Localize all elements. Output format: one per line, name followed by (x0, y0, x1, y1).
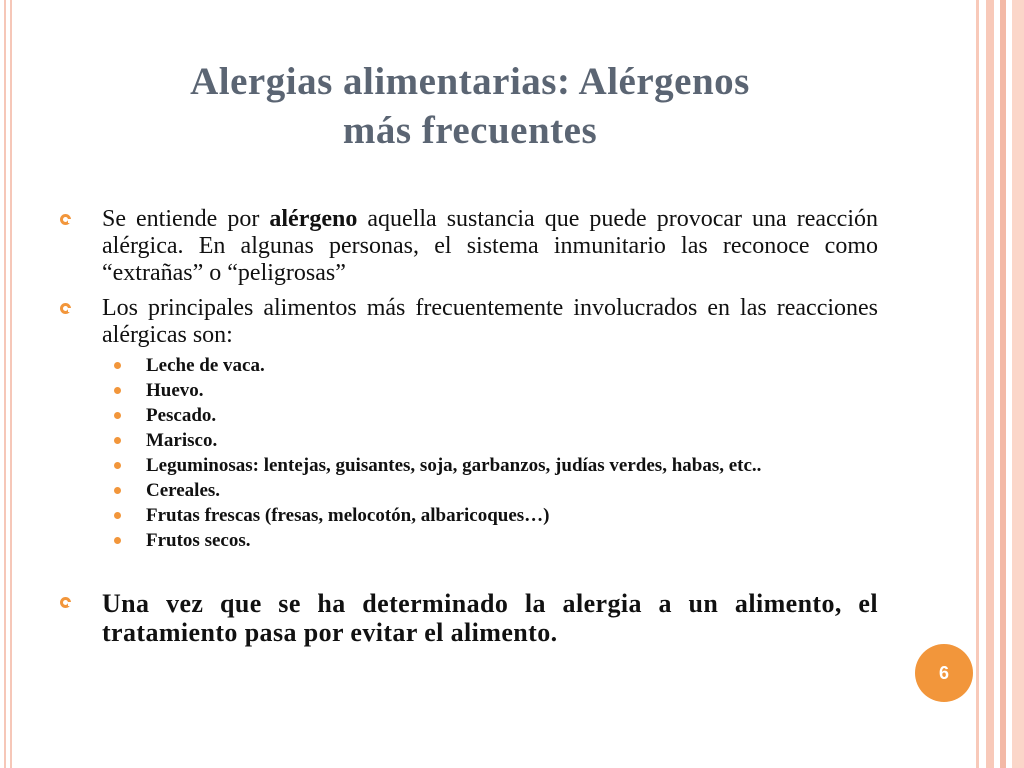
list-item-foods (60, 295, 878, 551)
bullet-ring-icon (60, 597, 71, 608)
food-item: Marisco. (102, 430, 878, 451)
bullet-dot-icon (114, 437, 121, 444)
food-item: Frutos secos. (102, 530, 878, 551)
bullet-dot-icon (114, 537, 121, 544)
frame-stripe (976, 0, 979, 768)
right-frame-stripes (976, 0, 1024, 768)
food-item: Leche de vaca. (102, 355, 878, 376)
food-item: Pescado. (102, 405, 878, 426)
term-allergen: alérgeno (269, 206, 358, 232)
definition-paragraph: Se entiende por alérgeno aquella sustancia que puede provocar una reacción alérgica. En algunas personas, el sistema inmunitario las reconoce como “extrañas” o “peligrosas” (102, 206, 878, 286)
foods-intro: Los principales alimentos más frecuentemente involucrados en las reacciones alérgicas son: (102, 295, 878, 348)
frame-stripe (986, 0, 994, 768)
food-item: Leguminosas: lentejas, guisantes, soja, garbanzos, judías verdes, habas, etc.. (102, 455, 878, 476)
conclusion-paragraph: Una vez que se ha determinado la alergia a un alimento, el tratamiento pasa por evitar el alimento. (102, 589, 878, 647)
page-number-badge: 6 (915, 644, 973, 702)
bullet-dot-icon (114, 487, 121, 494)
bullet-ring-icon (60, 214, 71, 225)
food-item: Cereales. (102, 480, 878, 501)
bullet-dot-icon (114, 412, 121, 419)
title-line-1: Alergias alimentarias: Alérgenos (190, 60, 750, 103)
left-frame-border (4, 0, 12, 768)
bullet-dot-icon (114, 387, 121, 394)
title-line-2: más frecuentes (342, 109, 598, 152)
list-item-definition (60, 206, 878, 287)
foods-sublist (102, 355, 878, 551)
content-list (60, 206, 878, 647)
bullet-dot-icon (114, 362, 121, 369)
list-item-conclusion (60, 589, 878, 647)
bullet-ring-icon (60, 303, 71, 314)
food-item: Huevo. (102, 380, 878, 401)
frame-stripe (1000, 0, 1006, 768)
frame-stripe (1012, 0, 1024, 768)
bullet-dot-icon (114, 512, 121, 519)
bullet-dot-icon (114, 462, 121, 469)
food-item: Frutas frescas (fresas, melocotón, albaricoques…) (102, 505, 878, 526)
slide-title (60, 57, 880, 155)
